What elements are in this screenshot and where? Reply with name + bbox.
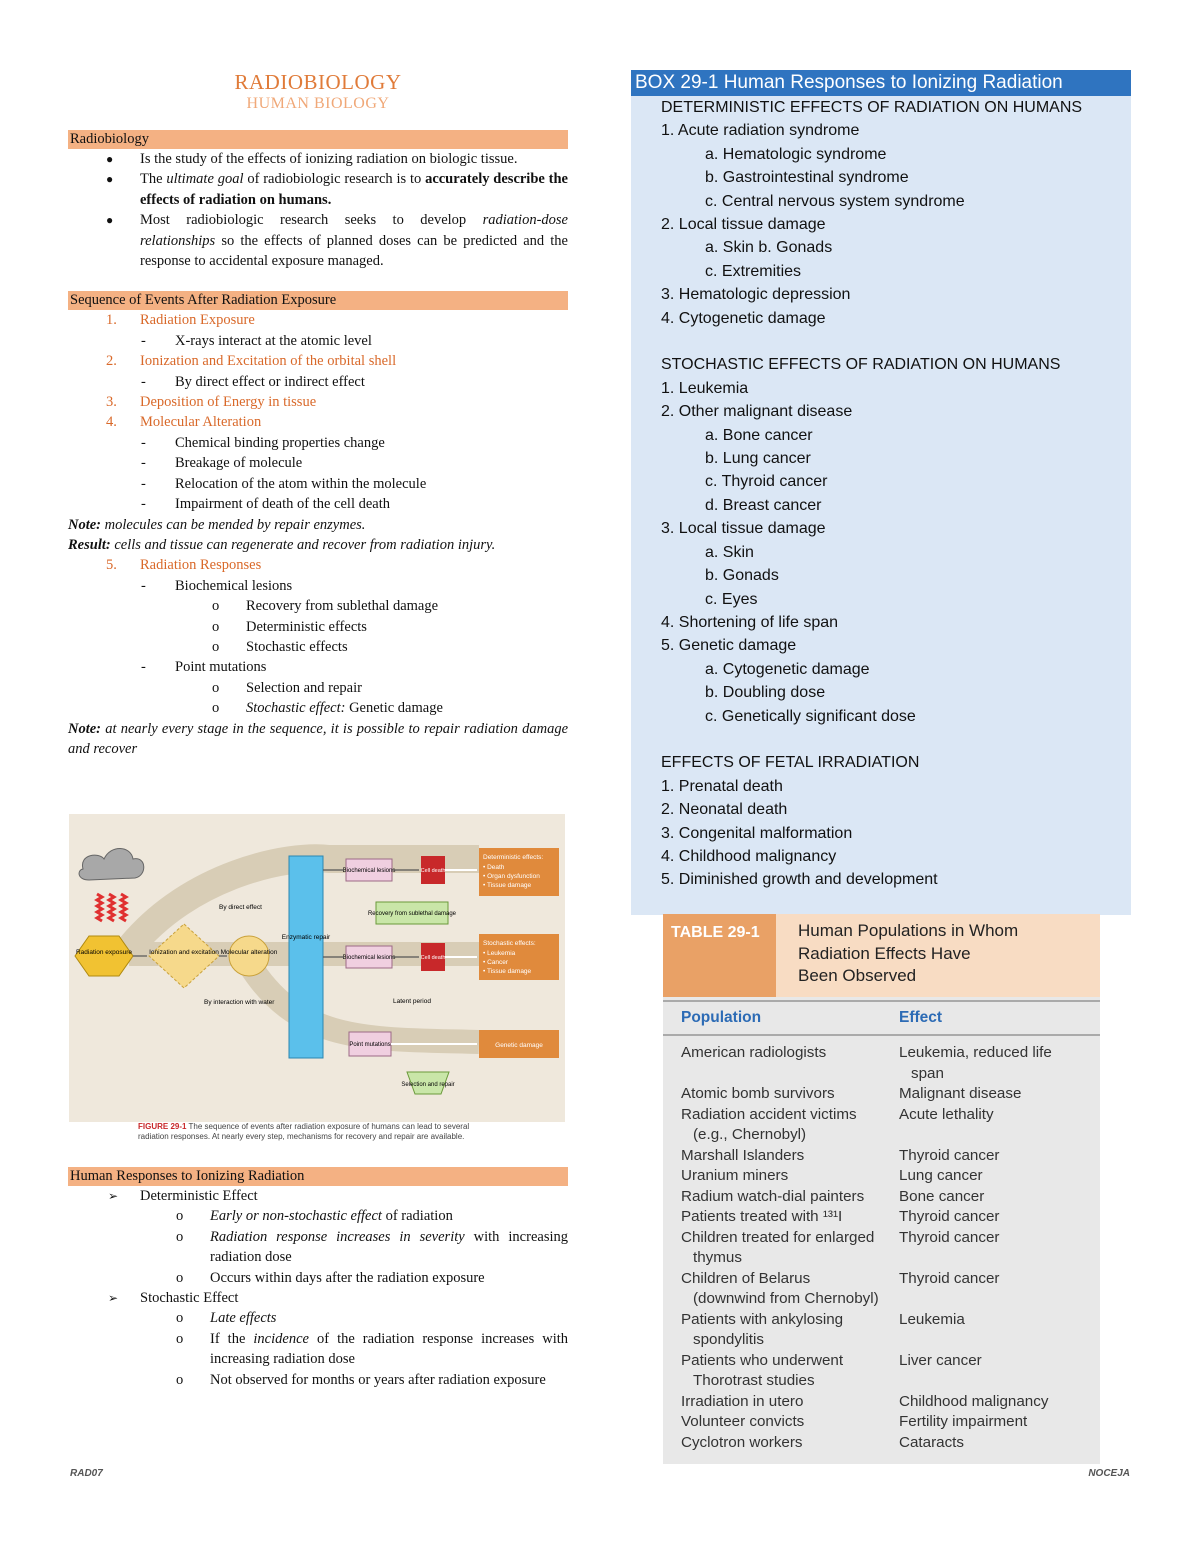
cell-effect: Lung cancer [899,1167,983,1184]
cell-population: Volunteer convicts [681,1413,805,1430]
cell-population: Uranium miners [681,1167,789,1184]
cell-effect: Bone cancer [899,1187,985,1205]
box-line: 5. Diminished growth and development [661,871,938,889]
box-line: c. Central nervous system syndrome [705,192,965,210]
cell-population: Atomic bomb survivors [681,1085,835,1102]
table-row [663,1105,1100,1146]
box-line: 4. Shortening of life span [661,613,839,631]
box-line: b. Gonads [705,567,779,585]
box-line: 4. Childhood malignancy [661,847,837,865]
label-det1: • Death [483,864,505,871]
box-line [661,728,1131,751]
list-item: - Impairment of death of the cell death [141,496,390,513]
box-line: c. Extremities [705,262,802,280]
cell-population: Radium watch-dial painters [681,1187,865,1205]
list-item: o Stochastic effect: Genetic damage [212,700,443,717]
table-row [663,1269,1100,1310]
footer-right: NOCEJA [1088,1468,1130,1479]
label-recovery: Recovery from sublethal damage [367,911,457,917]
label-latent: Latent period [393,998,431,1005]
box-line: a. Hematologic syndrome [705,145,887,163]
cell-population: Patients with ankylosing spondylitis [681,1310,844,1348]
table-row [663,1166,1100,1187]
table-row [663,1392,1100,1413]
cell-population: American radiologists [681,1044,827,1061]
box-line: EFFECTS OF FETAL IRRADIATION [661,754,920,772]
list-item: ➢ Stochastic Effect [68,1288,568,1308]
cell-population: Radiation accident victims (e.g., Chernobyl) [681,1105,857,1143]
column-header-population: Population [681,1009,762,1026]
column-header-effect: Effect [899,1009,943,1026]
cell-effect: Acute lethality [899,1105,994,1123]
box-line: 3. Hematologic depression [661,286,851,304]
list-item: 5. Radiation Responses [106,557,262,574]
cell-effect: Thyroid cancer [899,1146,1000,1164]
list-item: - Breakage of molecule [141,455,303,472]
table-column-headers [663,1000,1100,1036]
label-enzymatic: Enzymatic repair [281,934,331,941]
note: Note: at nearly every stage in the sequence, it is possible to repair radiation damage and recover [68,720,568,757]
left-column [68,70,568,759]
table-row [663,1228,1100,1269]
note: Note: molecules can be mended by repair enzymes. [68,516,366,533]
box-line: b. Lung cancer [705,450,811,468]
box-line: DETERMINISTIC EFFECTS OF RADIATION ON HUMANS [661,99,1083,116]
cloud-icon [79,848,144,880]
cell-population: Irradiation in utero [681,1392,804,1410]
cell-effect: Malignant disease [899,1085,1022,1102]
cell-population: Children treated for enlarged thymus [681,1228,875,1266]
bullet-item: ● The ultimate goal of radiobiologic research is to accurately describe the effects of radiation on humans. [106,171,568,208]
box-line: STOCHASTIC EFFECTS OF RADIATION ON HUMANS [661,356,1061,374]
enzymatic-repair-node [289,856,323,1058]
table-29-1 [663,914,1100,1464]
cell-population: Marshall Islanders [681,1146,805,1164]
label-det3: • Tissue damage [483,882,532,889]
list-item: o Early or non-stochastic effect of radiation [176,1208,453,1225]
cell-effect: Childhood malignancy [899,1392,1049,1410]
list-item: o Deterministic effects [212,618,367,635]
cell-population: Children of Belarus (downwind from Chernobyl) [681,1269,879,1307]
box-line: a. Skin [705,543,754,561]
list-item: - X-rays interact at the atomic level [141,332,372,349]
cell-effect: Cataracts [899,1433,964,1451]
box-line: 4. Cytogenetic damage [661,309,826,327]
list-item: ➢ Deterministic Effect [68,1186,568,1206]
table-row [663,1351,1100,1392]
table-row [663,1187,1100,1208]
arrow-bullet-icon: ➢ [108,1291,119,1306]
box-line: d. Breast cancer [705,496,822,514]
list-item: o Late effects [176,1310,277,1327]
box-line: a. Skin b. Gonads [705,239,833,257]
sequence-figure [69,814,565,1141]
label-water: By interaction with water [204,999,275,1006]
box-line: b. Gastrointestinal syndrome [705,169,909,187]
label-cell1: Cell death [420,868,446,874]
list-item: o Stochastic effects [212,638,348,655]
box-line: c. Thyroid cancer [705,473,828,491]
list-item: o Not observed for months or years after radiation exposure [176,1371,546,1388]
list-item: o Occurs within days after the radiation exposure [176,1269,485,1286]
result-note: Result: cells and tissue can regenerate and recover from radiation injury. [68,536,496,553]
box-line: 2. Local tissue damage [661,216,826,234]
list-item: o If the incidence of the radiation response increases with increasing radiation dose [176,1330,569,1368]
box-line: b. Doubling dose [705,684,826,702]
box-line: c. Genetically significant dose [705,707,916,725]
box-line: 1. Acute radiation syndrome [661,122,860,140]
label-radiation: Radiation exposure [75,949,133,956]
list-item: - Biochemical lesions [141,577,293,594]
box-line: 1. Prenatal death [661,777,783,795]
list-item: o Selection and repair [212,679,362,696]
box-line: 3. Congenital malformation [661,824,853,842]
table-row [663,1043,1100,1084]
box-line: c. Eyes [705,590,758,608]
box-line: 2. Other malignant disease [661,403,853,421]
label-sto2: • Cancer [483,959,509,966]
cell-population: Patients who underwent Thorotrast studies [681,1351,844,1389]
list-item: o Radiation response increases in severity with increasing radiation dose [176,1228,568,1266]
footer-left: RAD07 [70,1468,103,1479]
bullet-item: ● Is the study of the effects of ionizing radiation on biologic tissue. [106,151,518,167]
list-item: - Point mutations [141,659,267,676]
list-item: - By direct effect or indirect effect [141,373,365,390]
label-det: Deterministic effects: [483,854,544,861]
box-line: 3. Local tissue damage [661,520,826,538]
label-sto: Stochastic effects: [483,940,536,947]
box-line: 5. Genetic damage [661,637,797,655]
arrow-bullet-icon: ➢ [108,1189,119,1203]
figure-caption: FIGURE 29-1 The sequence of events after radiation exposure of humans can lead to several radiation responses. At nearly every step, mechanisms for recovery and repair are available. [138,1122,470,1141]
box-line: a. Bone cancer [705,426,813,444]
cell-effect: Thyroid cancer [899,1269,1000,1287]
molecular-alteration-node [229,936,269,976]
box-29-1 [631,70,1131,915]
label-molecular: Molecular alteration [220,949,278,956]
cell-effect: Thyroid cancer [899,1228,1000,1246]
box-line: a. Cytogenetic damage [705,660,870,678]
label-sto3: • Tissue damage [483,968,532,975]
list-item: 1. Radiation Exposure [106,312,255,329]
list-item: 2. Ionization and Excitation of the orbital shell [106,353,397,370]
cell-effect: Leukemia, reduced life span [899,1044,1052,1082]
list-item: 3. Deposition of Energy in tissue [106,394,317,411]
label-cell2: Cell death [420,955,446,961]
section-heading-human-responses: Human Responses to Ionizing Radiation [68,1167,568,1186]
page-title: RADIOBIOLOGY [234,70,402,94]
table-title: Human Populations in Whom Radiation Effects Have Been Observed [798,921,1019,985]
list-item: - Relocation of the atom within the molecule [141,475,427,492]
section-heading-sequence: Sequence of Events After Radiation Exposure [68,291,568,310]
label-direct: By direct effect [219,904,262,911]
box-body [631,96,1131,892]
bullet-item: ● Most radiobiologic research seeks to develop radiation-dose relationships so the effects of planned doses can be predicted and the response to accidental exposure managed. [106,212,568,270]
label-bio1: Biochemical lesions [342,868,396,874]
table-row [663,1084,1100,1105]
label-ionization: Ionization and excitation [149,949,219,956]
box-line [661,330,1131,353]
table-rows [663,1036,1100,1453]
radiation-rays-icon [97,894,126,921]
box-line: 2. Neonatal death [661,801,788,819]
table-row [663,1207,1100,1228]
cell-effect: Fertility impairment [899,1413,1028,1430]
cell-population: Cyclotron workers [681,1433,803,1451]
label-bio2: Biochemical lesions [342,955,396,961]
list-item: o Recovery from sublethal damage [212,598,439,615]
table-row [663,1433,1100,1454]
list-item: - Chemical binding properties change [141,434,385,451]
box-line: 1. Leukemia [661,379,749,397]
list-item: 4. Molecular Alteration [106,414,262,431]
cell-population: Patients treated with ¹³¹I [681,1208,843,1225]
section-heading-radiobiology: Radiobiology [68,130,568,149]
label-det2: • Organ dysfunction [483,873,540,880]
human-responses-section [68,1167,568,1390]
page-subtitle: HUMAN BIOLOGY [246,95,390,112]
label-sto1: • Leukemia [483,950,516,957]
cell-effect: Leukemia [899,1310,965,1328]
cell-effect: Thyroid cancer [899,1208,1000,1225]
label-point: Point mutations [349,1042,391,1048]
label-selection: Selection and repair [401,1082,455,1088]
table-row [663,1310,1100,1351]
label-genetic: Genetic damage [495,1042,543,1049]
cell-effect: Liver cancer [899,1351,982,1369]
table-header [663,914,1100,997]
box-title: BOX 29-1 Human Responses to Ionizing Radiation [631,70,1131,96]
flow-band [249,964,479,1042]
table-tag: TABLE 29-1 [663,914,776,997]
table-row [663,1412,1100,1433]
table-row [663,1146,1100,1167]
